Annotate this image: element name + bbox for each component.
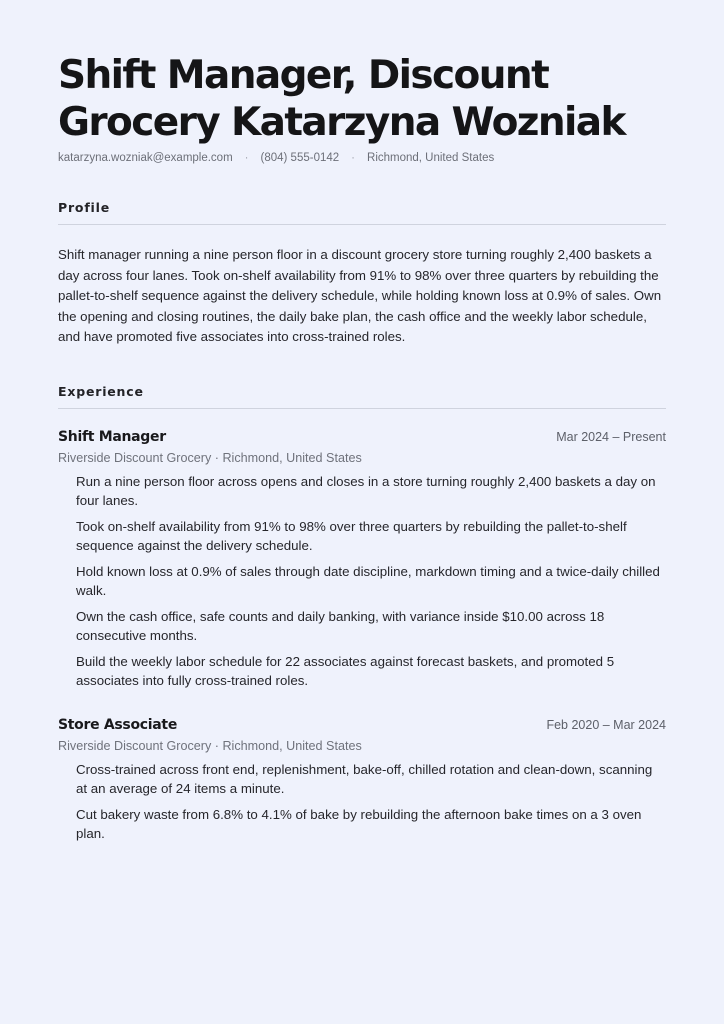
job-entry [58, 717, 666, 844]
job-bullet: Took on-shelf availability from 91% to 98% over three quarters by rebuilding the pallet-to-shelf sequence against the delivery schedule. [76, 518, 627, 553]
experience-section [58, 384, 666, 844]
job-dates: Mar 2024 – Present [556, 429, 666, 444]
profile-heading: Profile [58, 200, 666, 225]
profile-summary: Shift manager running a nine person floor in a discount grocery store turning roughly 2,400 baskets a day across four lanes. Took on-shelf availability from 91% to 98% over three quarters by rebuilding the pallet-to-shelf sequence against the delivery schedule, while holding known loss at 0.9% of sales. Own the opening and closing routines, the daily bake plan, the cash office and the weekly labor schedule, and have promoted five associates into cross-trained roles. [58, 247, 662, 344]
job-bullets [58, 760, 666, 844]
job-bullet: Own the cash office, safe counts and daily banking, with variance inside $10.00 across 18 consecutive months. [76, 608, 605, 643]
contact-separator: · [351, 152, 356, 164]
job-title: Store Associate [58, 716, 178, 733]
contact-email: katarzyna.wozniak@example.com [58, 152, 233, 164]
job-header [58, 429, 666, 445]
job-organization: Riverside Discount Grocery · Richmond, United States [58, 450, 362, 465]
job-dates: Feb 2020 – Mar 2024 [546, 717, 666, 732]
job-bullet: Build the weekly labor schedule for 22 associates against forecast baskets, and promoted 5 associates into fully cross-trained roles. [76, 653, 615, 688]
job-organization: Riverside Discount Grocery · Richmond, United States [58, 738, 362, 753]
job-bullet: Cross-trained across front end, replenishment, bake-off, chilled rotation and clean-down, scanning at an average of 24 items a minute. [76, 761, 653, 796]
contact-line [58, 152, 666, 164]
contact-separator: · [244, 152, 249, 164]
job-bullet: Hold known loss at 0.9% of sales through date discipline, markdown timing and a twice-daily chilled walk. [76, 563, 660, 598]
contact-location: Richmond, United States [367, 152, 495, 164]
job-title: Shift Manager [58, 428, 166, 445]
job-header [58, 717, 666, 733]
contact-phone: (804) 555-0142 [260, 152, 340, 164]
job-entry [58, 429, 666, 691]
resume-header [58, 52, 666, 164]
profile-section [58, 200, 666, 348]
job-bullet: Cut bakery waste from 6.8% to 4.1% of bake by rebuilding the afternoon bake times on a 3 oven plan. [76, 806, 642, 841]
job-bullets [58, 472, 666, 691]
job-bullet: Run a nine person floor across opens and closes in a store turning roughly 2,400 baskets a day on four lanes. [76, 473, 656, 508]
candidate-name: Shift Manager, Discount Grocery Katarzyna Wozniak [58, 53, 625, 145]
experience-heading: Experience [58, 384, 666, 409]
